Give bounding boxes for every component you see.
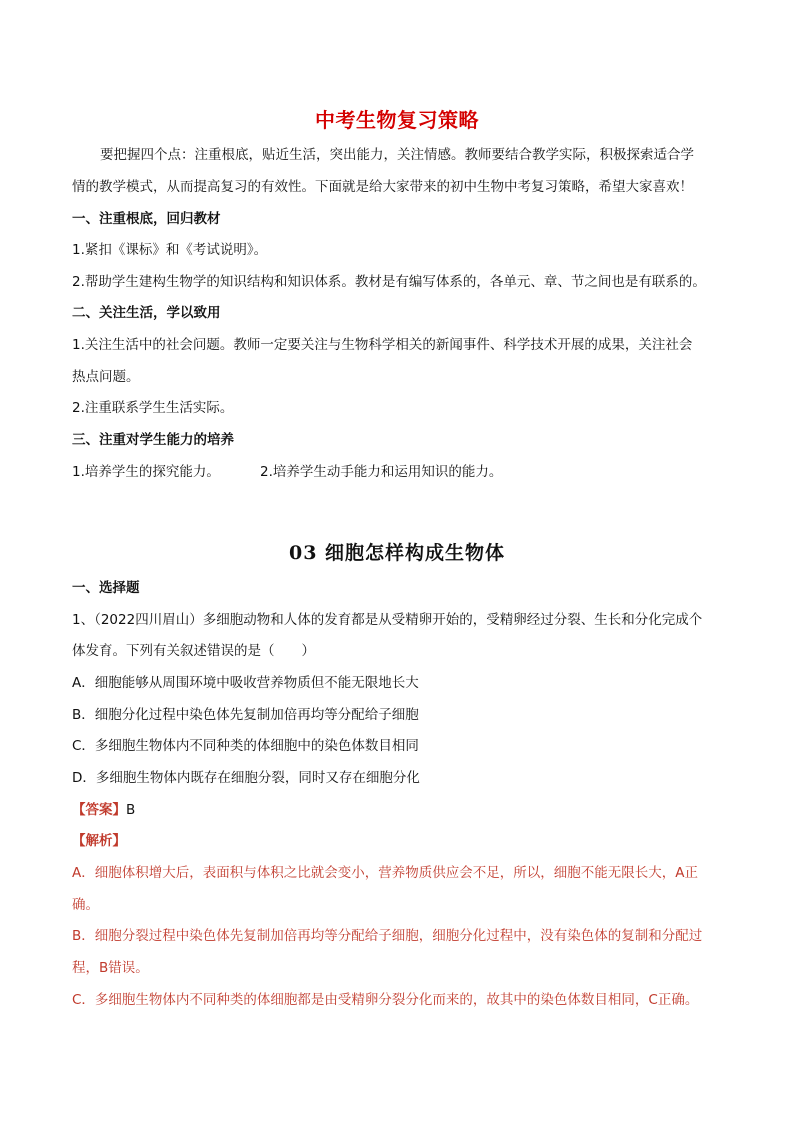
page-title: 中考生物复习策略 bbox=[315, 108, 479, 132]
paragraph-1-1: 1.紧扣《课标》和《考试说明》。 bbox=[72, 242, 268, 258]
paragraph-2-1b: 热点问题。 bbox=[72, 369, 140, 385]
option-c: C．多细胞生物体内不同种类的体细胞中的染色体数目相同 bbox=[72, 738, 419, 754]
paragraph-3-2: 2.培养学生动手能力和运用知识的能力。 bbox=[260, 464, 503, 480]
answer-label: 【答案】 bbox=[72, 802, 126, 818]
section-heading-1: 一、注重根底，回归教材 bbox=[72, 211, 221, 227]
answer-value: B bbox=[126, 802, 136, 818]
option-d: D．多细胞生物体内既存在细胞分裂，同时又存在细胞分化 bbox=[72, 770, 420, 786]
intro-line-1: 要把握四个点：注重根底，贴近生活，突出能力，关注情感。教师要结合教学实际，积极探索适合学 bbox=[100, 147, 694, 163]
answer-line bbox=[72, 800, 135, 820]
explanation-b-line-2: 程，B错误。 bbox=[72, 960, 149, 976]
explanation-b-line-1: B．细胞分裂过程中染色体先复制加倍再均等分配给子细胞，细胞分化过程中，没有染色体的复制和分配过 bbox=[72, 928, 703, 944]
paragraph-2-1a: 1.关注生活中的社会问题。教师一定要关注与生物科学相关的新闻事件、科学技术开展的成果，关注社会 bbox=[72, 337, 693, 353]
explanation-a-line-1: A．细胞体积增大后，表面积与体积之比就会变小，营养物质供应会不足，所以，细胞不能无限长大，A正 bbox=[72, 865, 698, 881]
explanation-a-line-2: 确。 bbox=[72, 897, 99, 913]
section-heading-3: 三、注重对学生能力的培养 bbox=[72, 432, 234, 448]
option-b: B．细胞分化过程中染色体先复制加倍再均等分配给子细胞 bbox=[72, 707, 419, 723]
section-heading-2: 二、关注生活，学以致用 bbox=[72, 305, 221, 321]
question-section-heading: 一、选择题 bbox=[72, 580, 140, 596]
paragraph-1-2: 2.帮助学生建构生物学的知识结构和知识体系。教材是有编写体系的，各单元、章、节之间也是有联系的。 bbox=[72, 274, 706, 290]
option-a: A．细胞能够从周围环境中吸收营养物质但不能无限地长大 bbox=[72, 675, 419, 691]
question-1-line-1: 1、（2022四川眉山）多细胞动物和人体的发育都是从受精卵开始的，受精卵经过分裂、生长和分化完成个 bbox=[72, 612, 703, 628]
analysis-label: 【解析】 bbox=[72, 833, 126, 849]
chapter-title: 03 细胞怎样构成生物体 bbox=[288, 542, 506, 564]
explanation-c-line-1: C．多细胞生物体内不同种类的体细胞都是由受精卵分裂分化而来的，故其中的染色体数目相同，C正确。 bbox=[72, 992, 699, 1008]
paragraph-2-2: 2.注重联系学生生活实际。 bbox=[72, 400, 234, 416]
intro-line-2: 情的教学模式，从而提高复习的有效性。下面就是给大家带来的初中生物中考复习策略，希望大家喜欢！ bbox=[72, 179, 693, 195]
paragraph-3-1: 1.培养学生的探究能力。 bbox=[72, 464, 220, 480]
question-1-line-2: 体发育。下列有关叙述错误的是（ ） bbox=[72, 643, 315, 659]
